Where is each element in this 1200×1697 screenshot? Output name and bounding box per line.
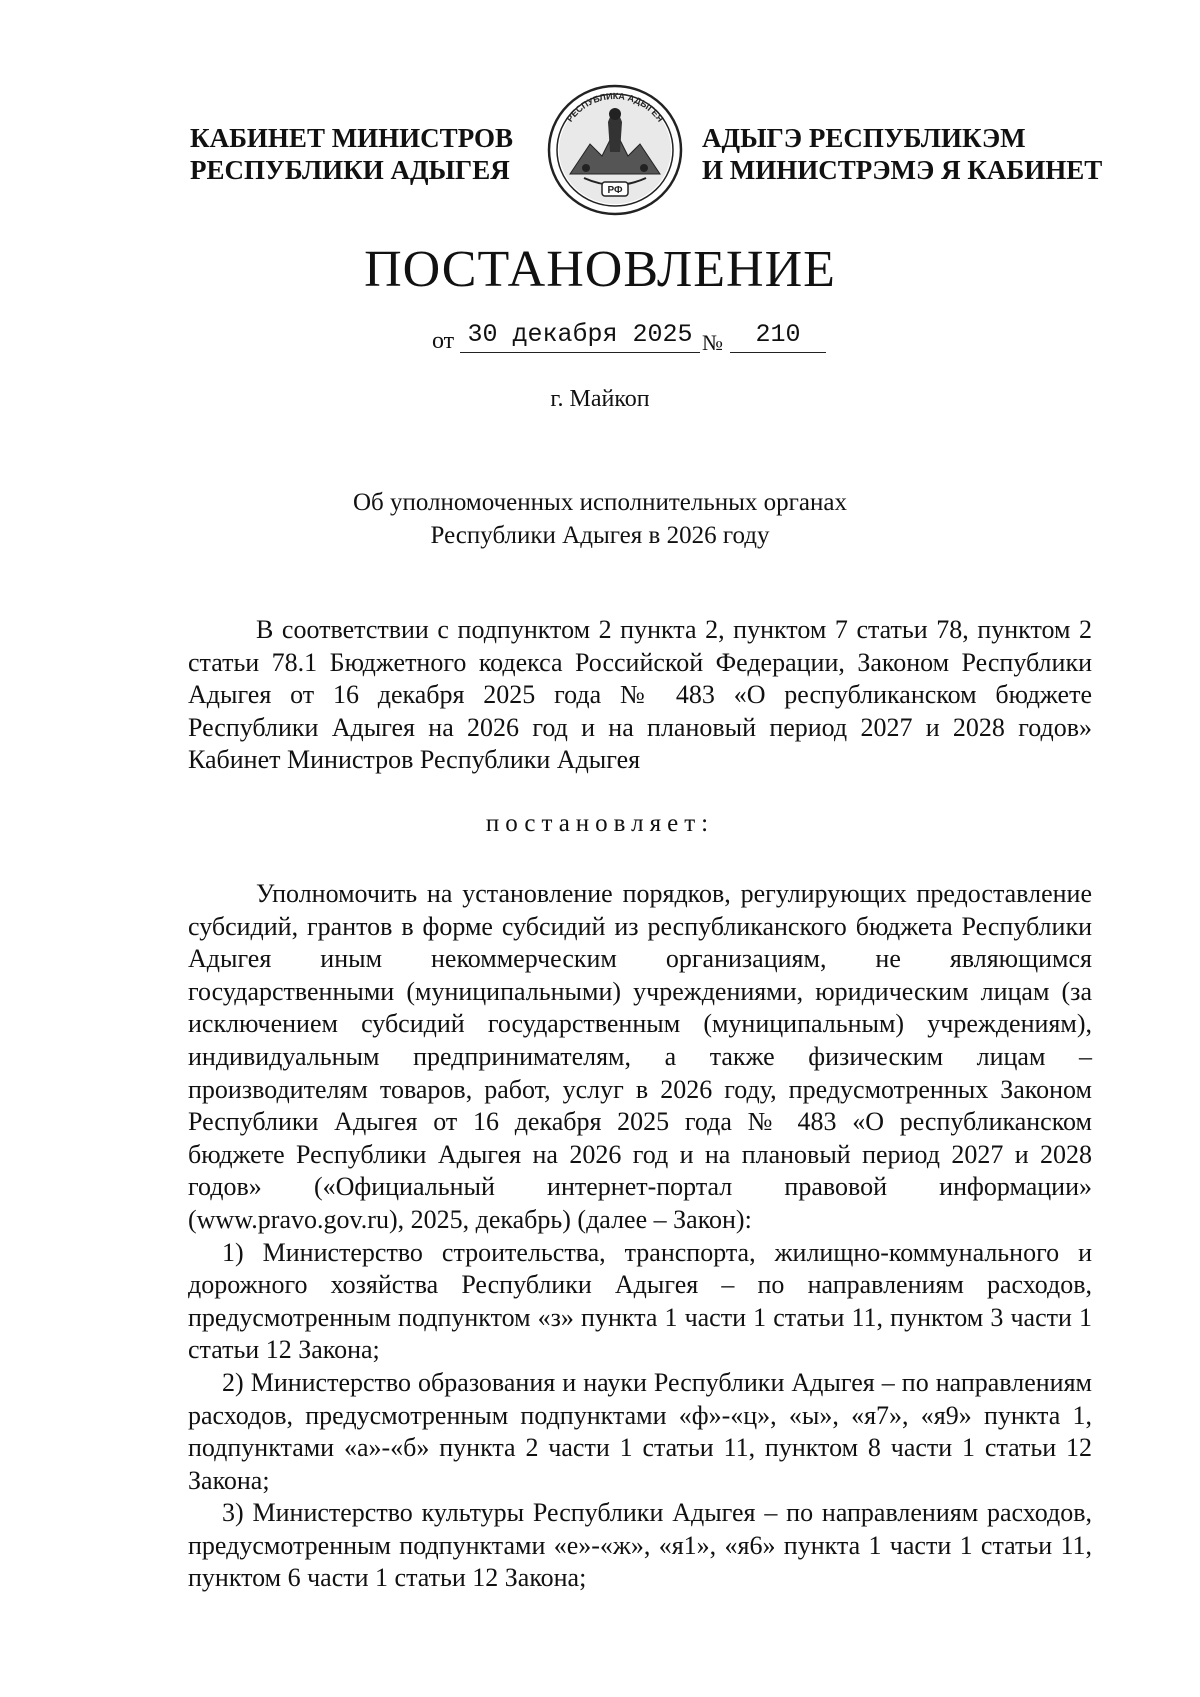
document-number: 210 xyxy=(730,320,826,353)
document-date: 30 декабря 2025 xyxy=(460,320,700,353)
issuer-ady-line1: АДЫГЭ РЕСПУБЛИКЭМ xyxy=(702,123,1026,153)
date-from-label: от xyxy=(432,328,455,354)
preamble-paragraph xyxy=(188,614,1092,777)
main-paragraph: Уполномочить на установление порядков, регулирующих предоставление субсидий, грантов в форме субсидий из республиканского бюджета Республики Адыгея иным некоммерческим организациям, не являющимся государственными (муниципальными) учреждениями, юридическим лицам (за исключением субсидий государственным (муниципальным) учреждениям), индивидуальным предпринимателям, а также физическим лицам – производителям товаров, работ, услуг в 2026 году, предусмотренных Законом Республики Адыгея от 16 декабря 2025 года № 483 «О республиканском бюджете Республики Адыгея на 2026 год и на плановый период 2027 и 2028 годов» («Официальный интернет-портал правовой информации» (www.pravo.gov.ru), 2025, декабрь) (далее – Закон): xyxy=(188,879,1092,1234)
preamble-text: В соответствии с подпунктом 2 пункта 2, пунктом 7 статьи 78, пунктом 2 статьи 78.1 Бюджетного кодекса Российской Федерации, Законом Республики Адыгея от 16 декабря 2025 года № 483 «О республиканском бюджете Республики Адыгея на 2026 год и на плановый период 2027 и 2028 годов» Кабинет Министров Республики Адыгея xyxy=(188,615,1092,775)
issuer-ru-line1: КАБИНЕТ МИНИСТРОВ xyxy=(190,123,514,153)
issuer-ady xyxy=(702,122,1102,186)
document-subject xyxy=(0,486,1200,552)
issuer-ru-line2: РЕСПУБЛИКИ АДЫГЕЯ xyxy=(190,155,510,185)
subject-line2: Республики Адыгея в 2026 году xyxy=(430,522,770,549)
emblem-text-top: РЕСПУБЛИКА АДЫГЕЯ xyxy=(564,90,666,124)
main-section xyxy=(188,878,1092,1595)
resolves-heading: постановляет: xyxy=(485,810,715,837)
issuer-ru xyxy=(190,122,513,186)
list-item: 3) Министерство культуры Республики Адыгея – по направлениям расходов, предусмотренным подпунктами «е»-«ж», «я1», «я6» пункта 1 части 1 статьи 11, пунктом 6 части 1 статьи 12 Закона; xyxy=(188,1498,1092,1593)
document-title: ПОСТАНОВЛЕНИЕ xyxy=(364,241,836,298)
number-label: № xyxy=(702,330,723,355)
list-item: 2) Министерство образования и науки Республики Адыгея – по направлениям расходов, предусмотренным подпунктами «ф»-«ц», «ы», «я7», «я9» пункта 1, подпунктами «а»-«б» пункта 2 части 1 статьи 11, пунктом 8 части 1 статьи 12 Закона; xyxy=(188,1367,1092,1495)
subject-line1: Об уполномоченных исполнительных органах xyxy=(352,489,847,516)
dateline xyxy=(0,320,1200,360)
coat-of-arms-emblem xyxy=(540,82,690,218)
city: г. Майкоп xyxy=(550,386,650,412)
emblem-text-bottom: РФ xyxy=(607,185,623,196)
list-item: 1) Министерство строительства, транспорта, жилищно-коммунального и дорожного хозяйства Республики Адыгея – по направлениям расходов, предусмотренным подпунктом «з» пункта 1 части 1 статьи 11, пунктом 3 части 1 статьи 12 Закона; xyxy=(188,1237,1092,1365)
issuer-ady-line2: И МИНИСТРЭМЭ Я КАБИНЕТ xyxy=(702,155,1103,185)
